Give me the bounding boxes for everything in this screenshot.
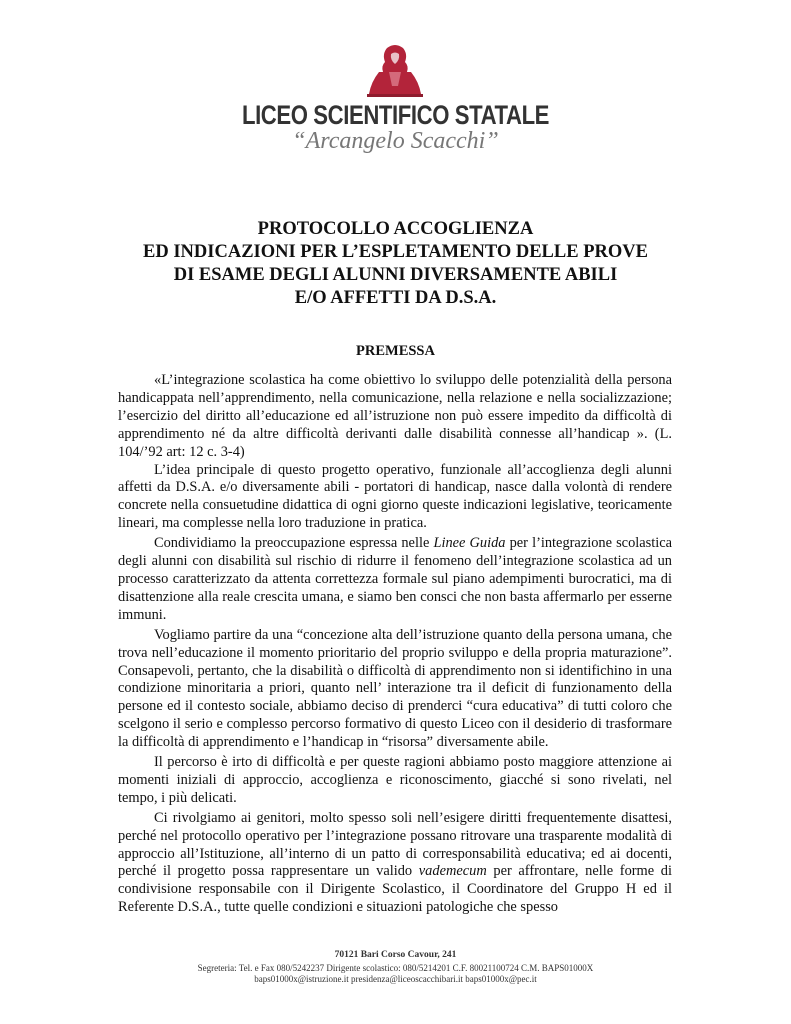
section-heading-premessa: PREMESSA — [356, 343, 435, 359]
paragraph-1: «L’integrazione scolastica ha come obiettivo lo sviluppo delle potenzialità della persona handicappata nell’apprendimento, nella comunicazione, nella relazione e nella socializzazione; l’esercizio del diritto all’educazione ed all’istruzione non può essere impedito da difficoltà di apprendimento né da altre difficoltà derivanti dalle disabilità connesse all’handicap ». (L. 104/’92 art: 12 c. 3-4) — [118, 372, 672, 460]
title-line-2: ED INDICAZIONI PER L’ESPLETAMENTO DELLE PROVE — [143, 242, 648, 262]
paragraph-3-text-a: Condividiamo la preoccupazione espressa nelle — [154, 535, 434, 552]
paragraph-3 — [118, 535, 672, 625]
footer-emails: baps01000x@istruzione.it presidenza@liceoscacchibari.it baps01000x@pec.it — [254, 974, 537, 984]
footer-address: 70121 Bari Corso Cavour, 241 — [334, 950, 457, 960]
footer-contacts: Segreteria: Tel. e Fax 080/5242237 Dirigente scolastico: 080/5214201 C.F. 80021100724 C.M. BAPS01000X — [197, 963, 594, 973]
paragraph-4: Vogliamo partire da una “concezione alta dell’istruzione quanto della persona umana, che trova nell’educazione il momento prioritario del proprio sviluppo e della propria maturazione”. Consapevoli, pertanto, che la disabilità o difficoltà di apprendimento non si identifichino in una condizione minoritaria a priori, quanto nell’ interazione tra il deficit di funzionamento della persone ed il contesto sociale, abbiamo deciso di prenderci “cura educativa” di tutti coloro che scelgono il serio e complesso percorso formativo di questo Liceo con il desiderio di trasformare la difficoltà di apprendimento e l’handicap in “risorsa” diversamente abile. — [118, 626, 672, 751]
document-title — [0, 218, 791, 310]
title-line-4: E/O AFFETTI DA D.S.A. — [294, 288, 497, 308]
body-text — [118, 372, 672, 917]
school-name: LICEO SCIENTIFICO STATALE — [241, 100, 550, 130]
paragraph-2: L’idea principale di questo progetto operativo, funzionale all’accoglienza degli alunni affetti da D.S.A. e/o diversamente abili - portatori di handicap, nasce dalla volontà di rendere concrete nella consuetudine didattica di ogni giorno queste indicazioni legislative, teoricamente lineari, ma complesse nella loro traduzione in pratica. — [118, 461, 672, 532]
school-logo — [0, 40, 791, 160]
paragraph-6-text-b: per affrontare, nelle forme di condivisione responsabile con il Dirigente Scolastico, il Coordinatore del Gruppo H ed il Referente D.S.A., tutte quelle condizioni e situazioni patologiche che spesso — [118, 863, 672, 916]
vademecum-emphasis: vademecum — [418, 863, 487, 880]
title-line-3: DI ESAME DEGLI ALUNNI DIVERSAMENTE ABILI — [173, 265, 618, 285]
paragraph-6 — [118, 810, 672, 917]
paragraph-5: Il percorso è irto di difficoltà e per queste ragioni abbiamo posto maggiore attenzione ai momenti iniziali di approccio, accoglienza e riconoscimento, giacché si sono rivelati, nel tempo, i più delicati. — [118, 754, 672, 806]
linee-guida-emphasis: Linee Guida — [433, 535, 506, 552]
paragraph-3-text-b: per l’integrazione scolastica degli alunni con disabilità sul rischio di ridurre il fenomeno dell’integrazione scolastica ad un processo caratterizzato da attenta correttezza formale sul piano adempimenti burocratici, ma di disattenzione alla reale crescita umana, e siamo ben consci che non basta affermarlo per esserne immuni. — [118, 535, 673, 623]
portrait-emblem-icon — [365, 42, 425, 98]
page-footer — [0, 950, 791, 985]
paragraph-6-text-a: Ci rivolgiamo ai genitori, molto spesso soli nell’esigere diritti frequentemente disattesi, perché nel protocollo operativo per l’integrazione possano ritrovare una trasparente modalità di approccio all’Istituzione, all’interno di un patto di corresponsabilità educativa; ed ai docenti, perché il progetto possa rappresentare un valido — [118, 809, 672, 880]
title-line-1: PROTOCOLLO ACCOGLIENZA — [257, 219, 534, 239]
school-subtitle: “Arcangelo Scacchi” — [292, 128, 499, 154]
